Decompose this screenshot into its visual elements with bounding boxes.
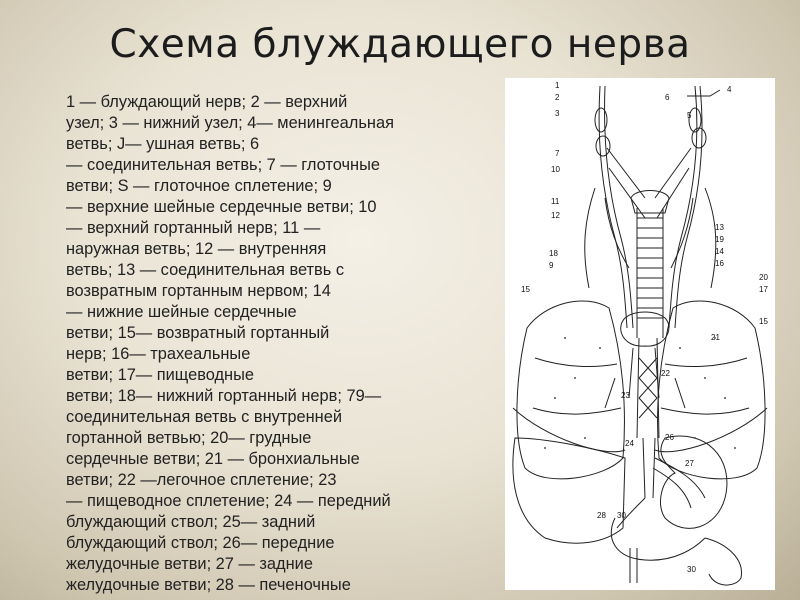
legend-line: сердечные ветви; 21 — бронхиальные — [66, 450, 360, 468]
label-1: 1 — [555, 81, 560, 90]
legend-line: — нижние шейные сердечные — [66, 303, 297, 321]
legend-line: 1 — блуждающий нерв; 2 — верхний — [66, 93, 348, 111]
label-3: 3 — [555, 109, 560, 118]
legend-text — [66, 92, 498, 600]
label-27: 27 — [685, 459, 694, 468]
page-title: Схема блуждающего нерва — [109, 22, 691, 67]
legend-line: ветвь; J— ушная ветвь; 6 — [66, 135, 260, 153]
legend-line: ветви; 18— нижний гортанный нерв; 79— — [66, 387, 382, 405]
label-5: 5 — [687, 111, 692, 120]
label-11: 11 — [551, 197, 560, 206]
aortic-arch — [621, 312, 669, 346]
left-lung — [517, 301, 625, 479]
label-21: 21 — [711, 333, 720, 342]
label-12: 12 — [551, 211, 560, 220]
right-vagus-trunk — [669, 86, 697, 328]
legend-line: — верхний гортанный нерв; 11 — — [66, 219, 321, 237]
vagus-nerve-diagram — [505, 78, 775, 590]
label-17: 17 — [759, 285, 768, 294]
label-24: 24 — [625, 439, 634, 448]
label-22: 22 — [661, 369, 670, 378]
label-23: 23 — [621, 391, 630, 400]
label-28: 28 — [597, 511, 606, 520]
label-30-left: 30 — [617, 511, 626, 520]
legend-line: ветви; 15— возвратный гортанный — [66, 324, 330, 342]
label-19: 19 — [715, 235, 724, 244]
label-4: 4 — [727, 85, 732, 94]
legend-line: соединительная ветвь с внутренней — [66, 408, 342, 426]
duodenum — [611, 518, 705, 560]
left-vagus-trunk — [599, 86, 627, 328]
label-16: 16 — [715, 259, 724, 268]
right-lung — [658, 301, 766, 479]
legend-line: ветвь; 13 — соединительная ветвь с — [66, 261, 345, 279]
legend-line: — соединительная ветвь; 7 — глоточные — [66, 156, 380, 174]
label-10: 10 — [551, 165, 560, 174]
legend-line: желудочные ветви; 28 — печеночные — [66, 576, 351, 594]
legend-line: — верхние шейные сердечные ветви; 10 — [66, 198, 377, 216]
legend-line: возвратным гортанным нервом; 14 — [66, 282, 331, 300]
anatomy-illustration — [505, 78, 775, 590]
label-13: 13 — [715, 223, 724, 232]
label-20: 20 — [759, 273, 768, 282]
label-9: 9 — [549, 261, 554, 270]
label-15-right: 15 — [759, 317, 768, 326]
label-14: 14 — [715, 247, 724, 256]
label-7: 7 — [555, 149, 560, 158]
legend-line: ветви; S — глоточное сплетение; 9 — [66, 177, 332, 195]
legend-line: нерв; 16— трахеальные — [66, 345, 251, 363]
label-15-left: 15 — [521, 285, 530, 294]
label-26: 26 — [665, 433, 674, 442]
legend-line: гортанной ветвью; 20— грудные — [66, 429, 312, 447]
legend-line: узел; 3 — нижний узел; 4— менингеальная — [66, 114, 394, 132]
legend-line: ветви; 22 —легочное сплетение; 23 — [66, 471, 337, 489]
legend-line: желудочные ветви; 27 — задние — [66, 555, 313, 573]
legend-line: наружная ветвь; 12 — внутренняя — [66, 240, 327, 258]
label-2: 2 — [555, 93, 560, 102]
label-18: 18 — [549, 249, 558, 258]
legend-line: блуждающий ствол; 26— передние — [66, 534, 335, 552]
label-30-right: 30 — [687, 565, 696, 574]
legend-line: блуждающий ствол; 25— задний — [66, 513, 316, 531]
legend-line: — пищеводное сплетение; 24 — передний — [66, 492, 391, 510]
liver — [513, 438, 625, 543]
legend-line: ветви; 17— пищеводные — [66, 366, 254, 384]
label-6: 6 — [665, 93, 670, 102]
